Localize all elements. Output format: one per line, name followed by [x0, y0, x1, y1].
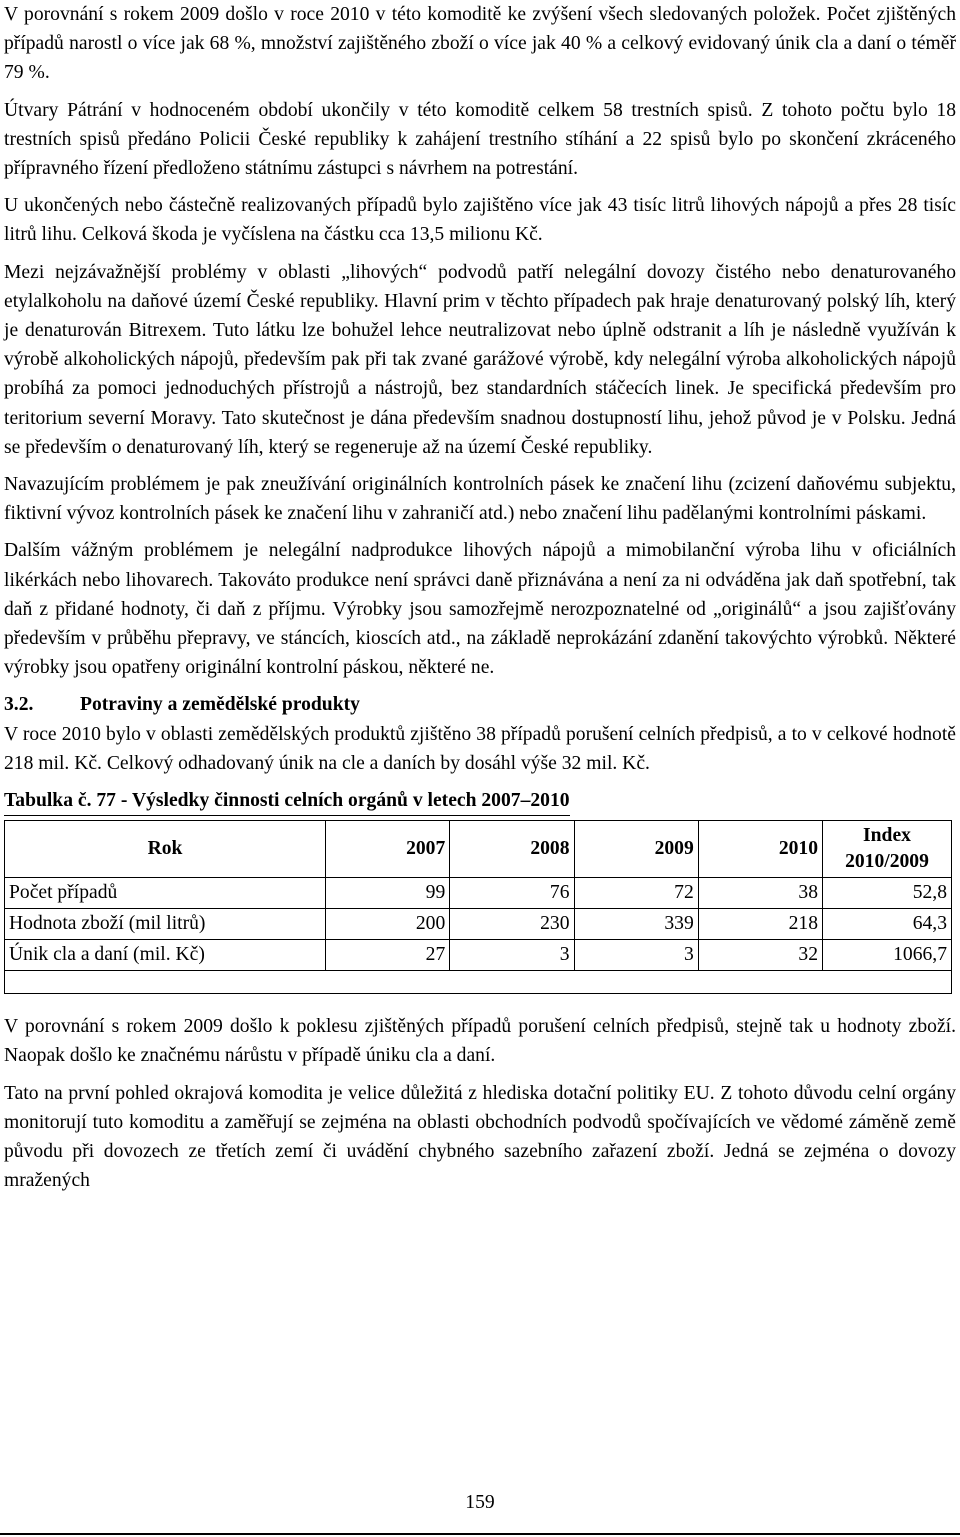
table-empty-row	[5, 971, 952, 994]
table-row	[5, 940, 952, 971]
section-heading	[4, 690, 956, 719]
header-2008: 2008	[450, 821, 574, 878]
empty-cell	[5, 971, 952, 994]
cell-2008: 230	[450, 909, 574, 940]
paragraph-overproduction: Dalším vážným problémem je nelegální nadprodukce lihových nápojů a mimobilanční výroba lihu v oficiálních likérkách nebo lihovarech. Takováto produkce není správci daně přiznávána a není za ni odváděna jak daň spotřební, tak daň z přidané hodnoty, či daň z příjmu. Výrobky jsou samozřejmě nerozpoznatelné od „originálů“ a jsou zajišťovány především v průběhu přepravy, ve stáncích, kioscích atd., na základě neprokázání zdanění takovýchto výrobků. Některé výrobky jsou opatřeny originální kontrolní páskou, některé ne.	[4, 540, 956, 679]
cell-2009: 72	[574, 878, 698, 909]
paragraph-comparison-2009: V porovnání s rokem 2009 došlo v roce 2010 v této komoditě ke zvýšení všech sledovaných položek. Počet zjištěných případů narostl o více jak 68 %, množství zajištěného zboží o více jak 40 % a celkový evidovaný únik cla a daní o téměř 79 %.	[4, 4, 956, 84]
table-caption: Tabulka č. 77 - Výsledky činnosti celních orgánů v letech 2007–2010	[4, 786, 570, 816]
header-index-line1: Index	[863, 825, 911, 847]
cell-2007: 200	[326, 909, 450, 940]
cell-index: 52,8	[823, 878, 952, 909]
section-title: Potraviny a zemědělské produkty	[80, 694, 360, 716]
cell-index: 64,3	[823, 909, 952, 940]
cell-2009: 3	[574, 940, 698, 971]
row-label: Hodnota zboží (mil litrů)	[5, 909, 326, 940]
header-index-line2: 2010/2009	[845, 851, 929, 873]
header-2009: 2009	[574, 821, 698, 878]
footer-divider	[0, 1533, 960, 1535]
header-2007: 2007	[326, 821, 450, 878]
cell-2010: 218	[698, 909, 822, 940]
document-page	[4, 0, 956, 1196]
row-label: Únik cla a daní (mil. Kč)	[5, 940, 326, 971]
header-rok: Rok	[5, 821, 326, 878]
paragraph-eu-subsidy: Tato na první pohled okrajová komodita je velice důležitá z hlediska dotační politiky EU. Z tohoto důvodu celní orgány monitorují tuto komoditu a zaměřují se zejména na oblasti obchodních podvodů spočívajících ve vědomé záměně země původu při dovozech ze třetích zemí či uvádění chybného sazebního zařazení zboží. Jedná se zejména o dovozy mražených	[4, 1082, 956, 1192]
cell-2010: 32	[698, 940, 822, 971]
results-table	[4, 820, 952, 994]
paragraph-control-stamps: Navazujícím problémem je pak zneužívání originálních kontrolních pásek ke značení lihu (zcizení daňovému subjektu, fiktivní vývoz kontrolních pásek ke značení lihu v zahraničí atd.) nebo značení lihu padělanými kontrolními páskami.	[4, 474, 956, 525]
page-number: 159	[465, 1492, 495, 1513]
paragraph-seized-goods: U ukončených nebo částečně realizovaných případů bylo zajištěno více jak 43 tisíc litrů lihových nápojů a přes 28 tisíc litrů lihu. Celková škoda je vyčíslena na částku cca 13,5 milionu Kč.	[4, 195, 956, 246]
header-2010: 2010	[698, 821, 822, 878]
table-header-row	[5, 821, 952, 878]
table-row	[5, 878, 952, 909]
header-index	[823, 821, 952, 878]
cell-2008: 3	[450, 940, 574, 971]
cell-2009: 339	[574, 909, 698, 940]
paragraph-agricultural-products: V roce 2010 bylo v oblasti zemědělských produktů zjištěno 38 případů porušení celních předpisů, a to v celkové hodnotě 218 mil. Kč. Celkový odhadovaný únik na cle a daních by dosáhl výše 32 mil. Kč.	[4, 723, 956, 774]
section-number: 3.2.	[4, 694, 34, 716]
paragraph-alcohol-fraud: Mezi nejzávažnější problémy v oblasti „lihových“ podvodů patří nelegální dovozy čistého nebo denaturovaného etylalkoholu na daňové území České republiky. Hlavní prim v těchto případech pak hraje denaturovaný polský líh, který je denaturován Bitrexem. Tuto látku lze bohužel lehce neutralizovat nebo úplně odstranit a líh je následně využíván k výrobě alkoholických nápojů, především pak při tak zvané garážové výrobě, kdy nelegální výroba alkoholických nápojů probíhá za pomoci jednoduchých přístrojů a nástrojů, bez standardních stáčecích linek. Je specifická především pro teritorium severní Moravy. Tato skutečnost je dána především snadnou dostupností lihu, jehož původ je v Polsku. Jedná se především o denaturovaný líh, který se regeneruje až na území České republiky.	[4, 261, 956, 458]
cell-2007: 27	[326, 940, 450, 971]
cell-index: 1066,7	[823, 940, 952, 971]
cell-2007: 99	[326, 878, 450, 909]
row-label: Počet případů	[5, 878, 326, 909]
cell-2010: 38	[698, 878, 822, 909]
paragraph-investigation-units: Útvary Pátrání v hodnoceném období ukončily v této komoditě celkem 58 trestních spisů. Z tohoto počtu bylo 18 trestních spisů předáno Policii České republiky k zahájení trestního stíhání a 22 spisů bylo po skončení zkráceného přípravného řízení předloženo státnímu zástupci s návrhem na potrestání.	[4, 99, 956, 180]
paragraph-comparison-decline: V porovnání s rokem 2009 došlo k poklesu zjištěných případů porušení celních předpisů, stejně tak u hodnoty zboží. Naopak došlo ke značnému nárůstu v případě úniku cla a daní.	[4, 1016, 956, 1067]
table-row	[5, 909, 952, 940]
cell-2008: 76	[450, 878, 574, 909]
